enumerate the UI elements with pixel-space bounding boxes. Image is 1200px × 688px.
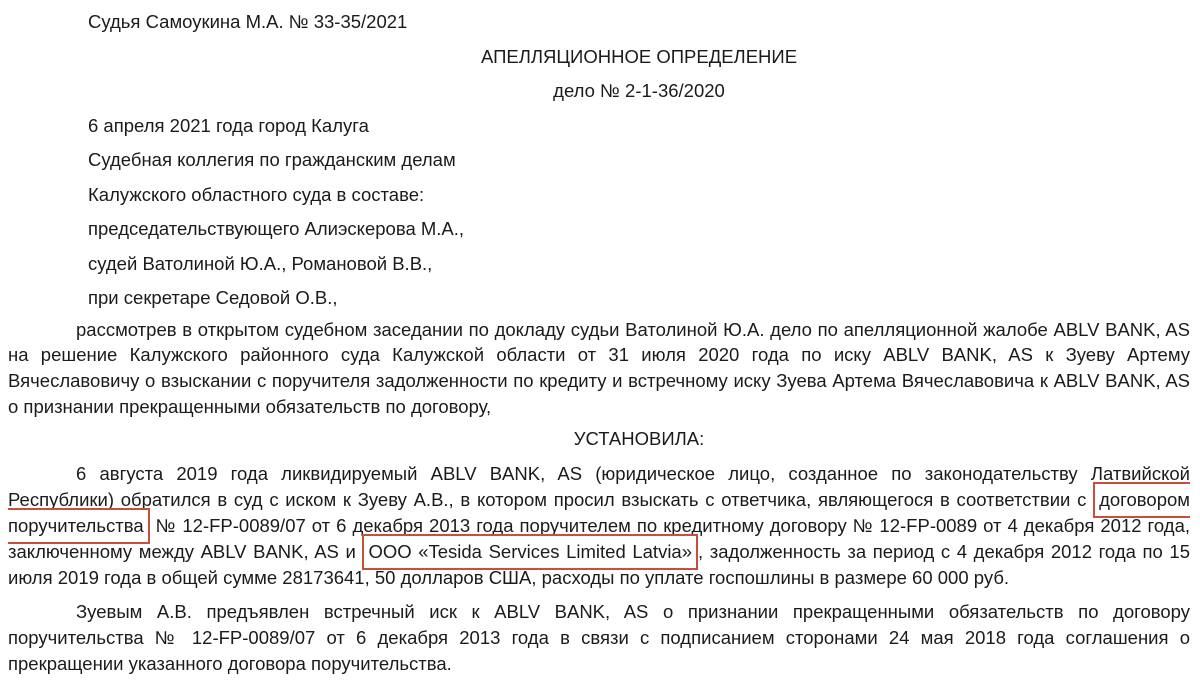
highlight-box-company-name: ООО «Tesida Services Limited Latvia»	[362, 534, 698, 570]
panel-line-1: Судебная коллегия по гражданским делам	[88, 149, 456, 170]
judge-case-number-line: Судья Самоукина М.А. № 33-35/2021	[88, 11, 408, 32]
paragraph-case-intro: рассмотрев в открытом судебном заседании по докладу судьи Ватолиной Ю.А. дело по апелляционной жалобе ABLV BANK, AS на решение Калужского районного суда Калужской области от 31 июля 2020 года по иску ABLV BANK, AS к Зуеву Артему Вячеславовичу о взыскании с поручителя задолженности по кредиту и встречному иску Зуева Артема Вячеславовича к ABLV BANK, AS о признании прекращенными обязательств по договору,	[8, 318, 1190, 417]
highlight-box-suretyship-agreement: договором поручительства	[8, 482, 1190, 544]
claim-text-part-2: № 12-FP-0089/07 от 6 декабря 2013 года поручителем по кредитному договору № 12-FP-0089 от 4 декабря 2012 года, заключенному между ABLV BANK, AS и	[8, 515, 1190, 562]
claim-text-part-1: 6 августа 2019 года ликвидируемый ABLV BANK, AS (юридическое лицо, созданное по законодательству Латвийской Республики) обратился в суд с иском к Зуеву А.В., в котором просил взыскать с ответчика, являющегося в соответствии с	[8, 463, 1190, 511]
panel-line-2: Калужского областного суда в составе:	[88, 183, 425, 205]
secretary-line: при секретаре Седовой О.В.,	[88, 287, 338, 308]
claim-text-part-3: , задолженность за период с 4 декабря 2012 года по 15 июля 2019 года в общей сумме 28173641, 50 долларов США, расходы по уплате госпошлины в размере 60 000 руб.	[8, 540, 1190, 588]
section-heading-established: УСТАНОВИЛА:	[573, 427, 705, 449]
presiding-judge-line: председательствующего Алиэскерова М.А.,	[88, 218, 465, 239]
case-number-line: дело № 2-1-36/2020	[553, 80, 725, 101]
date-place-line: 6 апреля 2021 года город Калуга	[88, 114, 369, 136]
paragraph-claim	[8, 461, 1190, 590]
judges-line: судей Ватолиной Ю.А., Романовой В.В.,	[88, 252, 433, 274]
paragraph-counterclaim: Зуевым А.В. предъявлен встречный иск к ABLV BANK, AS о признании прекращенными обязательств по договору поручительства № 12-FP-0089/07 от 6 декабря 2013 года в связи с подписанием сторонами 24 мая 2018 года соглашения о прекращении указанного договора поручительства.	[8, 601, 1190, 675]
document-title: АПЕЛЛЯЦИОННОЕ ОПРЕДЕЛЕНИЕ	[480, 45, 798, 67]
